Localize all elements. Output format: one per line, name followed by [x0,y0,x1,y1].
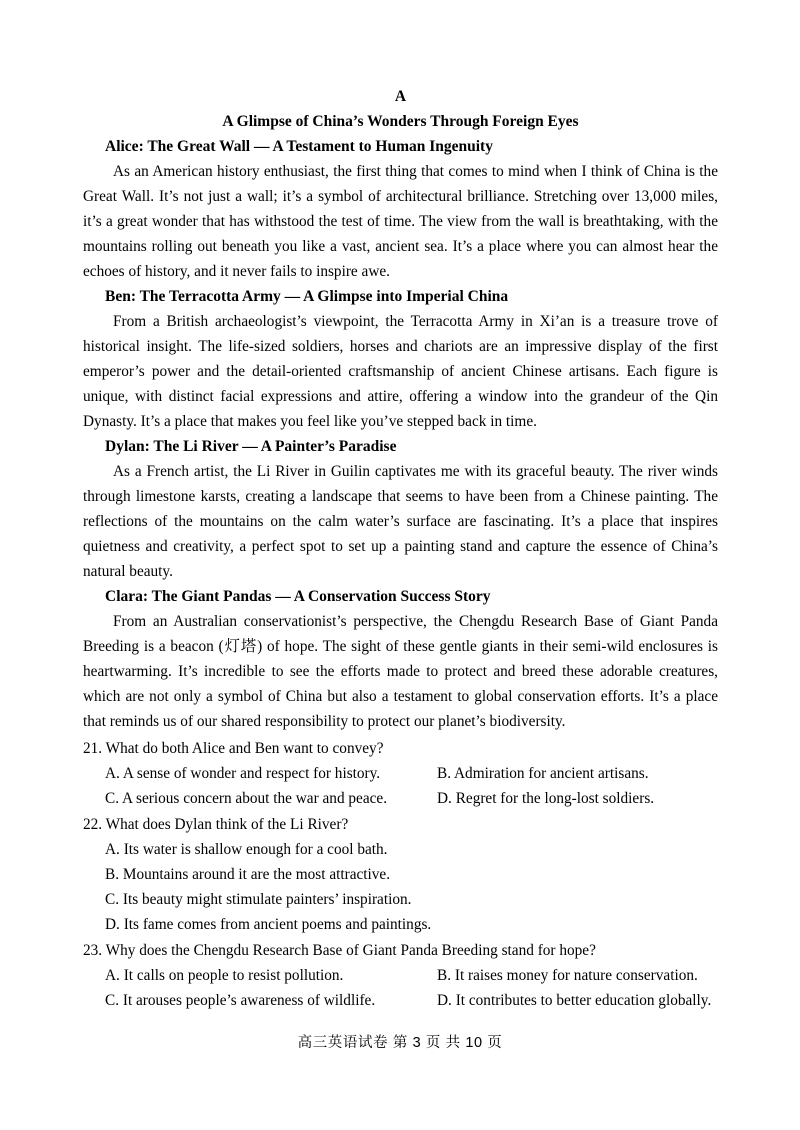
page-footer: 高三英语试卷 第 3 页 共 10 页 [297,1035,503,1051]
page-title: A Glimpse of China’s Wonders Through Foreign Eyes [222,113,579,130]
question-23-options-row-2 [83,988,718,1013]
section-heading-clara: Clara: The Giant Pandas — A Conservation Success Story [105,588,491,605]
question-21-option-c[interactable]: C. A serious concern about the war and peace. [105,790,388,808]
question-21-option-d[interactable]: D. Regret for the long-lost soldiers. [437,790,655,808]
section-body-ben: From a British archaeologist’s viewpoint, the Terracotta Army in Xi’an is a treasure trove of historical insight. The life-sized soldiers, horses and chariots are an impressive display of the first emperor’s power and the detail-oriented craftsmanship of ancient Chinese artisans. Each figure is unique, with distinct facial expressions and attire, offering a window into the grandeur of the Qin Dynasty. It’s a place that makes you feel like you’ve stepped back in time. [83,313,718,430]
question-22-option-a[interactable]: A. Its water is shallow enough for a cool bath. [105,840,388,858]
question-22-option-c[interactable]: C. Its beauty might stimulate painters’ inspiration. [105,891,412,909]
question-22-stem: 22. What does Dylan think of the Li River? [83,815,349,833]
question-22-option-d[interactable]: D. Its fame comes from ancient poems and paintings. [105,916,432,934]
question-23-stem: 23. Why does the Chengdu Research Base of Giant Panda Breeding stand for hope? [83,941,596,959]
question-21-stem: 21. What do both Alice and Ben want to convey? [83,740,384,757]
question-21-options-row-2 [83,786,718,811]
section-body-dylan: As a French artist, the Li River in Guilin captivates me with its graceful beauty. The river winds through limestone karsts, creating a landscape that seems to have been from a Chinese painting. The reflections of the mountains on the calm water’s surface are fascinating. It’s a place that inspires quietness and creativity, a perfect spot to set up a painting stand and capture the essence of China’s natural beauty. [83,463,718,580]
section-body-alice: As an American history enthusiast, the first thing that comes to mind when I think of China is the Great Wall. It’s not just a wall; it’s a symbol of architectural brilliance. Stretching over 13,000 miles, it’s a great wonder that has withstood the test of time. The view from the wall is breathtaking, with the mountains rolling out beneath you like a vast, ancient sea. It’s a place where you can almost hear the echoes of history, and it never fails to inspire awe. [83,163,718,280]
section-heading-dylan: Dylan: The Li River — A Painter’s Paradise [105,438,397,455]
question-23 [83,938,718,1014]
question-23-option-b[interactable]: B. It raises money for nature conservation. [437,966,698,984]
question-21 [83,736,718,812]
question-23-option-a[interactable]: A. It calls on people to resist pollution. [105,966,344,984]
question-22 [83,812,718,938]
question-22-option-b[interactable]: B. Mountains around it are the most attractive. [105,866,391,884]
question-23-options-row-1 [83,963,718,988]
question-21-option-b[interactable]: B. Admiration for ancient artisans. [437,765,649,783]
section-heading-alice: Alice: The Great Wall — A Testament to Human Ingenuity [105,138,493,155]
page-content [83,84,718,1013]
questions-list [83,736,718,1013]
question-21-options-row-1 [83,761,718,786]
section-body-clara: From an Australian conservationist’s perspective, the Chengdu Research Base of Giant Panda Breeding is a beacon (灯塔) of hope. The sight of these gentle giants in their semi-wild enclosures is heartwarming. It’s incredible to see the efforts made to protect and breed these adorable creatures, which are not only a symbol of China but also a testament to global conservation efforts. It’s a place that reminds us of our shared responsibility to protect our planet’s biodiversity. [83,613,718,730]
question-23-option-c[interactable]: C. It arouses people’s awareness of wildlife. [105,992,376,1010]
question-21-option-a[interactable]: A. A sense of wonder and respect for history. [105,765,381,783]
question-23-option-d[interactable]: D. It contributes to better education globally. [437,992,712,1010]
section-marker: A [394,88,407,105]
section-heading-ben: Ben: The Terracotta Army — A Glimpse into Imperial China [105,288,509,305]
